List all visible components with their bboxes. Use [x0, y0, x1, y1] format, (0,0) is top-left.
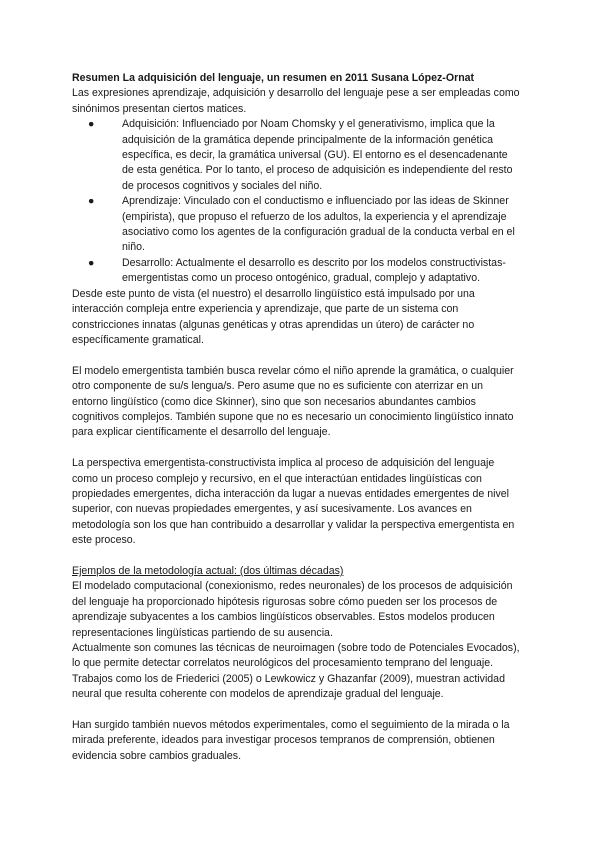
paragraph-modelado: El modelado computacional (conexionismo, redes neuronales) de los procesos de adquisición del lenguaje ha proporcionado hipótesis rigurosas sobre cómo pueden ser los procesos de aprendizaje subyacentes a los cambios lingüísticos observables. Estos modelos producen representaciones lingüísticas partiendo de su ausencia.: [72, 580, 513, 639]
bullet-icon: ●: [88, 256, 95, 269]
definitions-list: [72, 117, 520, 286]
list-item-desarrollo: [88, 256, 520, 287]
list-item-text: Desarrollo: Actualmente el desarrollo es descrito por los modelos constructivistas-emergentistas como un proceso ontogénico, gradual, complejo y adaptativo.: [122, 256, 506, 285]
document-title: Resumen La adquisición del lenguaje, un resumen en 2011 Susana López-Ornat: [72, 72, 475, 84]
paragraph-punto-de-vista: Desde este punto de vista (el nuestro) el desarrollo lingüístico está impulsado por una interacción compleja entre experiencia y aprendizaje, que parte de un sistema con constricciones innatas (algunas genéticas y otras aprendidas un útero) de carácter no específicamente gramatical.: [72, 287, 475, 346]
bullet-icon: ●: [88, 118, 95, 131]
paragraph-perspectiva: La perspectiva emergentista-constructivista implica al proceso de adquisición del lenguaje como un proceso complejo y recursivo, en el que interactúan entidades lingüísticas con propiedades emergentes, dicha interacción da lugar a nuevas entidades emergentes de nivel superior, con nuevas propiedades emergentes, y así sucesivamente. Los avances en metodología son los que han contribuido a desarrollar y validar la perspectiva emergentista en este proceso.: [72, 457, 515, 547]
paragraph-metodos: Han surgido también nuevos métodos experimentales, como el seguimiento de la mirada o la mirada preferente, ideados para investigar procesos tempranos de comprensión, obtienen evidencia sobre cambios graduales.: [72, 719, 510, 762]
list-item-text: Aprendizaje: Vinculado con el conductismo e influenciado por las ideas de Skinner (empirista), que propuso el refuerzo de los adultos, la experiencia y el aprendizaje asociativo como los agentes de la configuración gradual de la conducta verbal en el niño.: [122, 195, 515, 254]
list-item-adquisicion: [88, 117, 520, 194]
section-subheading: Ejemplos de la metodología actual: (dos últimas décadas): [72, 564, 344, 577]
paragraph-neuroimagen: Actualmente son comunes las técnicas de neuroimagen (sobre todo de Potenciales Evocados), lo que permite detectar correlatos neurológicos del procesamiento temprano del lenguaje. Trabajos como los de Friederici (2005) o Lewkowicz y Ghazanfar (2009), muestran actividad neural que resulta coherente con modelos de aprendizaje gradual del lenguaje.: [72, 641, 520, 701]
list-item-aprendizaje: [88, 194, 520, 256]
intro-paragraph: Las expresiones aprendizaje, adquisición y desarrollo del lenguaje pese a ser empleadas como sinónimos presentan ciertos matices.: [72, 87, 520, 115]
bullet-icon: ●: [88, 195, 95, 208]
list-item-text: Adquisición: Influenciado por Noam Chomsky y el generativismo, implica que la adquisición de la gramática depende principalmente de la información genética específica, es decir, la gramática universal (GU). El entorno es el desencadenante de esta genética. Por lo tanto, el proceso de adquisición es independiente del resto de procesos cognitivos y sociales del niño.: [122, 118, 513, 192]
paragraph-modelo-emergentista: El modelo emergentista también busca revelar cómo el niño aprende la gramática, o cualquier otro componente de su/s lengua/s. Pero asume que no es suficiente con aterrizar en un entorno lingüístico (como dice Skinner), sino que son necesarios abundantes cambios cognitivos complejos. También supone que no es necesario un conocimiento lingüístico innato para explicar científicamente el desarrollo del lenguaje.: [72, 364, 514, 439]
